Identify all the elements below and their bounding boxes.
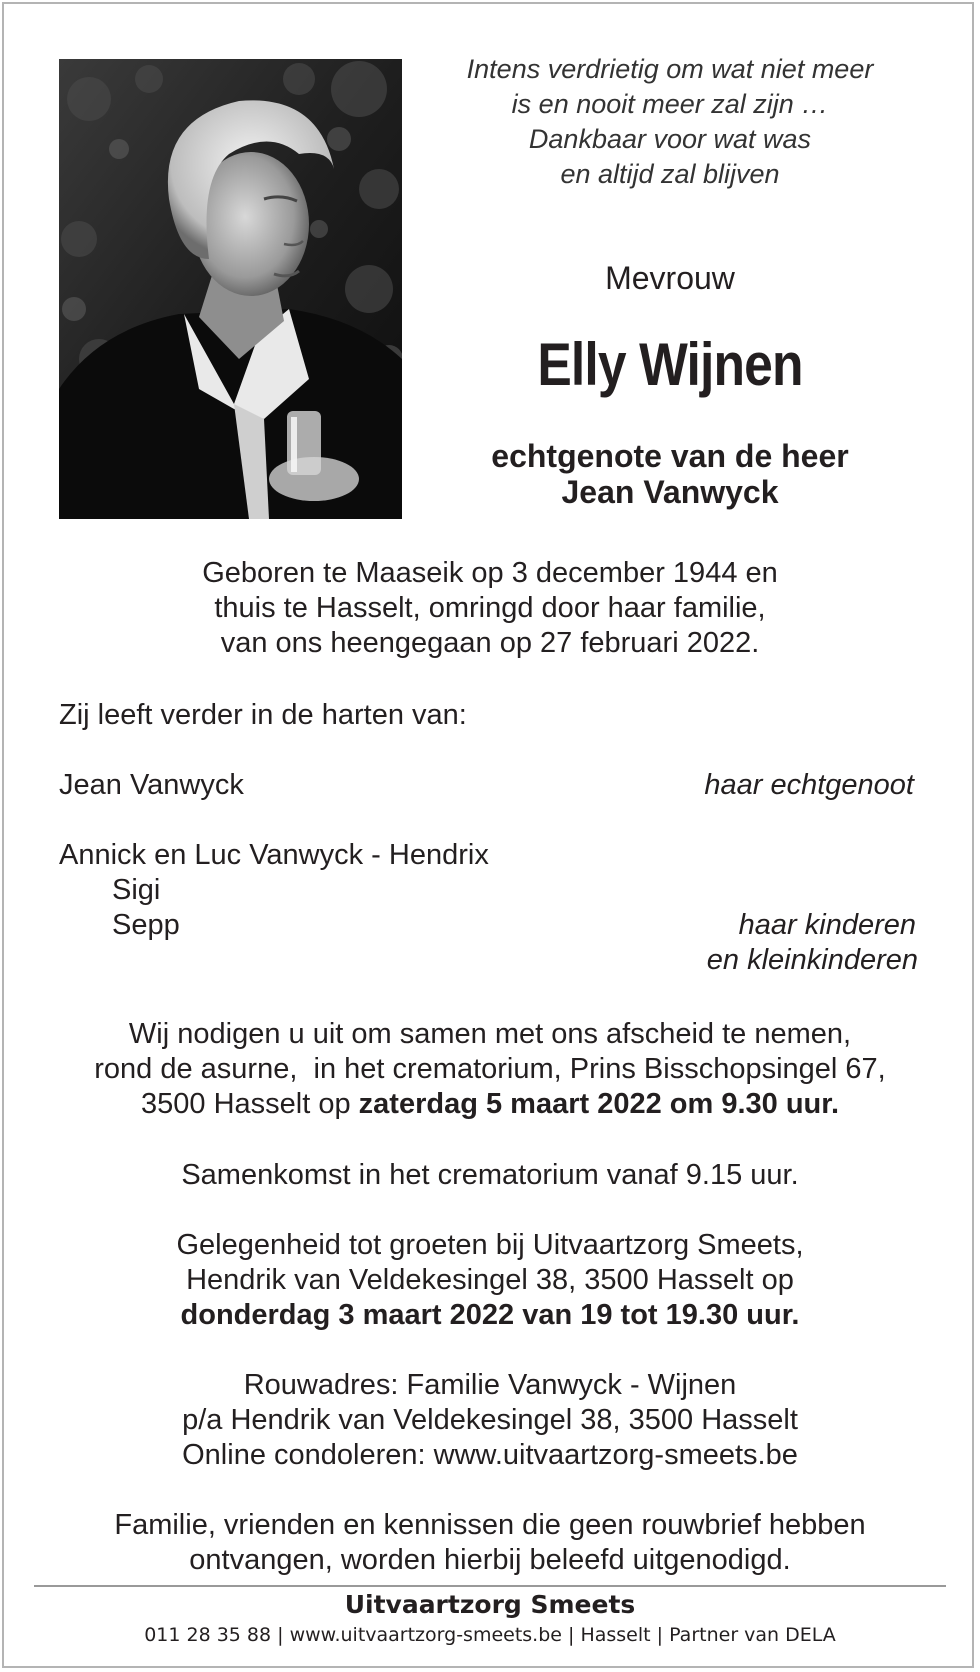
- memorial-quote: [430, 52, 910, 192]
- ceremony-datetime: zaterdag 5 maart 2022 om 9.30 uur.: [358, 1088, 839, 1120]
- husband-relation: haar echtgenoot: [704, 769, 914, 801]
- family-note: [40, 1508, 940, 1578]
- grandchild-name: Sigi: [112, 874, 161, 906]
- grandchildren-relation: en kleinkinderen: [706, 944, 918, 976]
- children-names: Annick en Luc Vanwyck - Hendrix: [59, 839, 489, 871]
- quote-line: Dankbaar voor wat was: [528, 124, 812, 154]
- birth-line: van ons heengegaan op 27 februari 2022.: [220, 627, 760, 659]
- invitation-address: 3500 Hasselt op: [141, 1088, 359, 1120]
- funeral-home-contact: 011 28 35 88 | www.uitvaartzorg-smeets.be | Hasselt | Partner van DELA: [144, 1624, 836, 1646]
- funeral-home-name: Uitvaartzorg Smeets: [344, 1590, 636, 1619]
- deceased-name: Elly Wijnen: [537, 331, 803, 398]
- viewing-line: Hendrik van Veldekesingel 38, 3500 Hasselt op: [186, 1264, 794, 1296]
- invitation-line: rond de asurne, in het crematorium, Prins Bisschopsingel 67,: [94, 1053, 886, 1085]
- viewing-datetime: donderdag 3 maart 2022 van 19 tot 19.30 uur.: [180, 1299, 800, 1331]
- survivors-intro: Zij leeft verder in de harten van:: [59, 699, 467, 731]
- ceremony-invitation: [40, 1017, 940, 1122]
- viewing-info: [40, 1228, 940, 1333]
- portrait-photo: [59, 59, 402, 519]
- condolence-link[interactable]: Online condoleren: www.uitvaartzorg-smeets.be: [182, 1439, 798, 1471]
- children-relation: haar kinderen: [738, 909, 916, 941]
- quote-line: en altijd zal blijven: [560, 159, 780, 189]
- footer-divider: [34, 1585, 946, 1587]
- mourning-address: [40, 1368, 940, 1473]
- birth-death-info: [40, 556, 940, 661]
- birth-line: Geboren te Maaseik op 3 december 1944 en: [202, 557, 778, 589]
- birth-line: thuis te Hasselt, omringd door haar familie,: [214, 592, 766, 624]
- portrait-illustration: [59, 59, 402, 519]
- quote-line: is en nooit meer zal zijn …: [511, 89, 829, 119]
- spouse-line: echtgenote van de heer: [491, 438, 849, 474]
- spouse-info: [430, 438, 910, 510]
- address-line: p/a Hendrik van Veldekesingel 38, 3500 Hasselt: [182, 1404, 798, 1436]
- grandchild-name: Sepp: [112, 909, 180, 941]
- husband-name: Jean Vanwyck: [59, 769, 244, 801]
- invitation-line: Wij nodigen u uit om samen met ons afscheid te nemen,: [128, 1018, 852, 1050]
- viewing-line: Gelegenheid tot groeten bij Uitvaartzorg Smeets,: [176, 1229, 804, 1261]
- spouse-name: Jean Vanwyck: [561, 474, 779, 510]
- quote-line: Intens verdrietig om wat niet meer: [466, 54, 874, 84]
- gathering-info: Samenkomst in het crematorium vanaf 9.15 uur.: [181, 1159, 799, 1191]
- address-line: Rouwadres: Familie Vanwyck - Wijnen: [243, 1369, 737, 1401]
- invitation-line: [40, 1087, 940, 1122]
- honorific: Mevrouw: [605, 260, 735, 296]
- note-line: Familie, vrienden en kennissen die geen rouwbrief hebben: [114, 1509, 866, 1541]
- note-line: ontvangen, worden hierbij beleefd uitgenodigd.: [189, 1544, 791, 1576]
